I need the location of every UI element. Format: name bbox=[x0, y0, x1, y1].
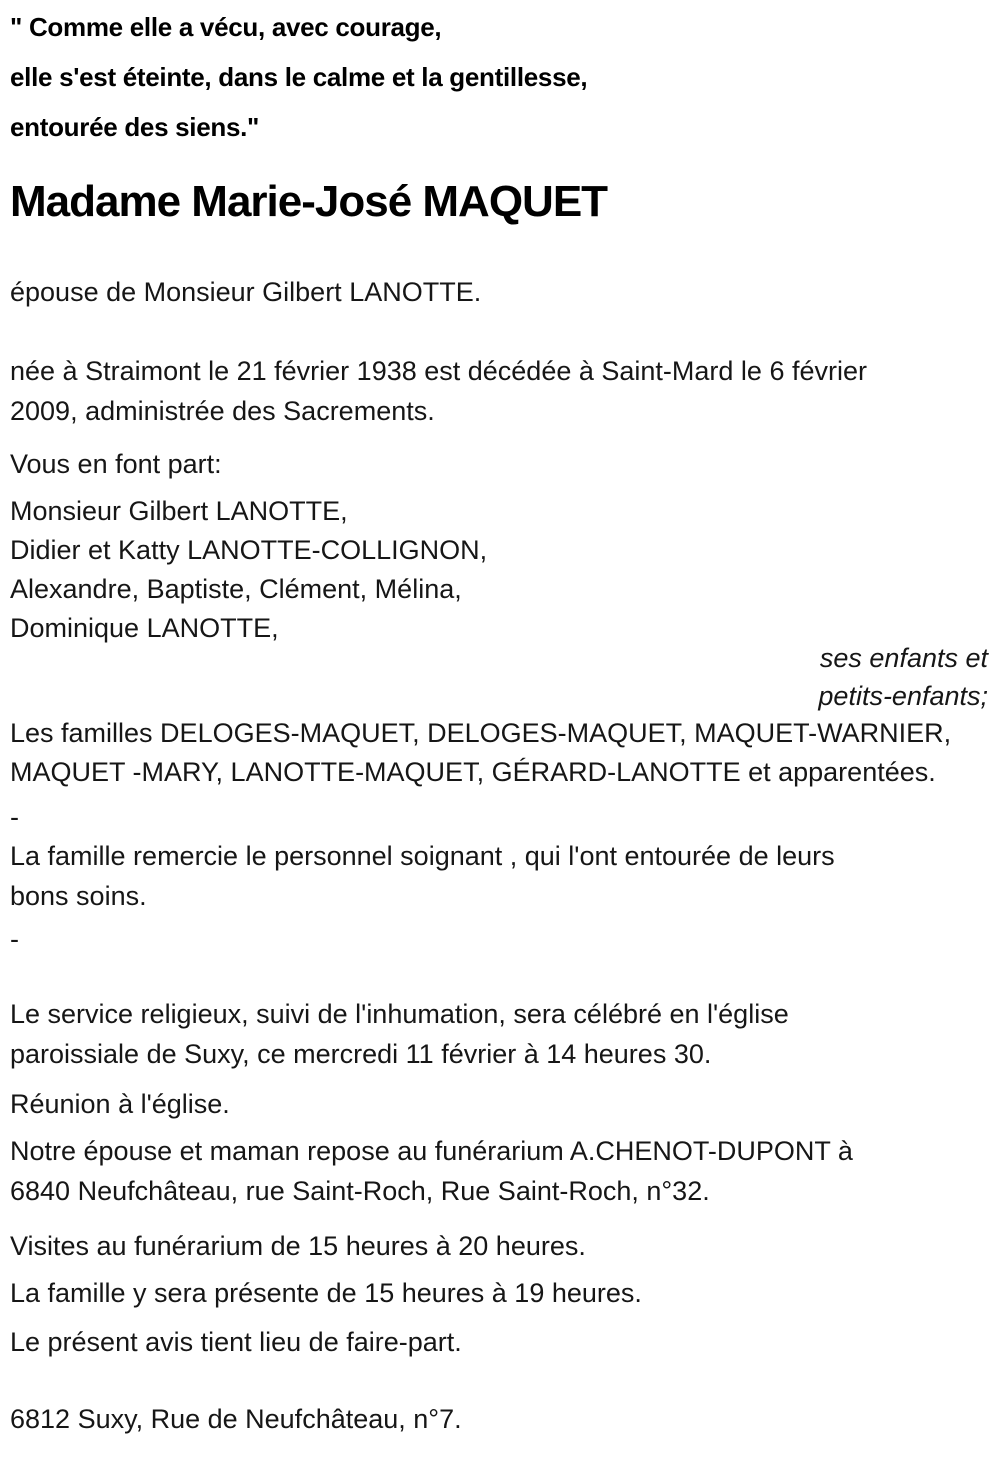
separator-block bbox=[10, 797, 988, 837]
announcement-intro: Vous en font part: bbox=[10, 449, 222, 479]
birth-death-line: née à Straimont le 21 février 1938 est décédée à Saint-Mard le 6 février bbox=[10, 356, 867, 386]
thanks-paragraph bbox=[10, 836, 988, 916]
family-member-line: Dominique LANOTTE, bbox=[10, 613, 279, 643]
relation-credit bbox=[10, 639, 988, 715]
thanks-line: La famille remercie le personnel soignant , qui l'ont entourée de leurs bbox=[10, 841, 835, 871]
opening-quote bbox=[10, 2, 988, 152]
family-members-list bbox=[10, 492, 988, 648]
faire-part-line: Le présent avis tient lieu de faire-part. bbox=[10, 1327, 462, 1357]
meeting-paragraph bbox=[10, 1084, 988, 1124]
visits-line: Visites au funérarium de 15 heures à 20 heures. bbox=[10, 1231, 586, 1261]
deceased-name-heading bbox=[10, 176, 988, 228]
spouse-paragraph bbox=[10, 272, 988, 312]
address-line: 6812 Suxy, Rue de Neufchâteau, n°7. bbox=[10, 1404, 462, 1434]
funerarium-line: Notre épouse et maman repose au funérarium A.CHENOT-DUPONT à bbox=[10, 1136, 853, 1166]
page-title: Madame Marie-José MAQUET bbox=[10, 177, 608, 226]
service-line: paroissiale de Suxy, ce mercredi 11 février à 14 heures 30. bbox=[10, 1039, 712, 1069]
quote-line: " Comme elle a vécu, avec courage, bbox=[10, 12, 442, 42]
thanks-line: bons soins. bbox=[10, 881, 147, 911]
visits-paragraph bbox=[10, 1226, 988, 1266]
presence-line: La famille y sera présente de 15 heures à 19 heures. bbox=[10, 1278, 642, 1308]
service-line: Le service religieux, suivi de l'inhumation, sera célébré en l'église bbox=[10, 999, 789, 1029]
family-member-line: Didier et Katty LANOTTE-COLLIGNON, bbox=[10, 535, 488, 565]
address-paragraph bbox=[10, 1399, 988, 1439]
separator-dash: - bbox=[10, 802, 19, 832]
family-member-line: Monsieur Gilbert LANOTTE, bbox=[10, 496, 348, 526]
announcement-intro-paragraph bbox=[10, 444, 988, 484]
families-line: MAQUET -MARY, LANOTTE-MAQUET, GÉRARD-LANOTTE et apparentées. bbox=[10, 757, 936, 787]
funerarium-line: 6840 Neufchâteau, rue Saint-Roch, Rue Saint-Roch, n°32. bbox=[10, 1176, 710, 1206]
notice-content bbox=[0, 2, 1000, 1439]
presence-paragraph bbox=[10, 1273, 988, 1313]
faire-part-paragraph bbox=[10, 1322, 988, 1362]
extended-families-paragraph bbox=[10, 714, 988, 792]
service-paragraph bbox=[10, 994, 988, 1074]
families-line: Les familles DELOGES-MAQUET, DELOGES-MAQUET, MAQUET-WARNIER, bbox=[10, 718, 952, 748]
relation-line: petits-enfants; bbox=[818, 681, 988, 711]
birth-death-line: 2009, administrée des Sacrements. bbox=[10, 396, 435, 426]
separator-block bbox=[10, 919, 988, 959]
family-member-line: Alexandre, Baptiste, Clément, Mélina, bbox=[10, 574, 462, 604]
birth-death-paragraph bbox=[10, 351, 988, 431]
meeting-line: Réunion à l'église. bbox=[10, 1089, 230, 1119]
separator-dash: - bbox=[10, 924, 19, 954]
quote-line: elle s'est éteinte, dans le calme et la gentillesse, bbox=[10, 62, 588, 92]
quote-line: entourée des siens." bbox=[10, 112, 260, 142]
spouse-line: épouse de Monsieur Gilbert LANOTTE. bbox=[10, 277, 482, 307]
relation-line: ses enfants et bbox=[819, 643, 988, 673]
funerarium-paragraph bbox=[10, 1131, 988, 1211]
